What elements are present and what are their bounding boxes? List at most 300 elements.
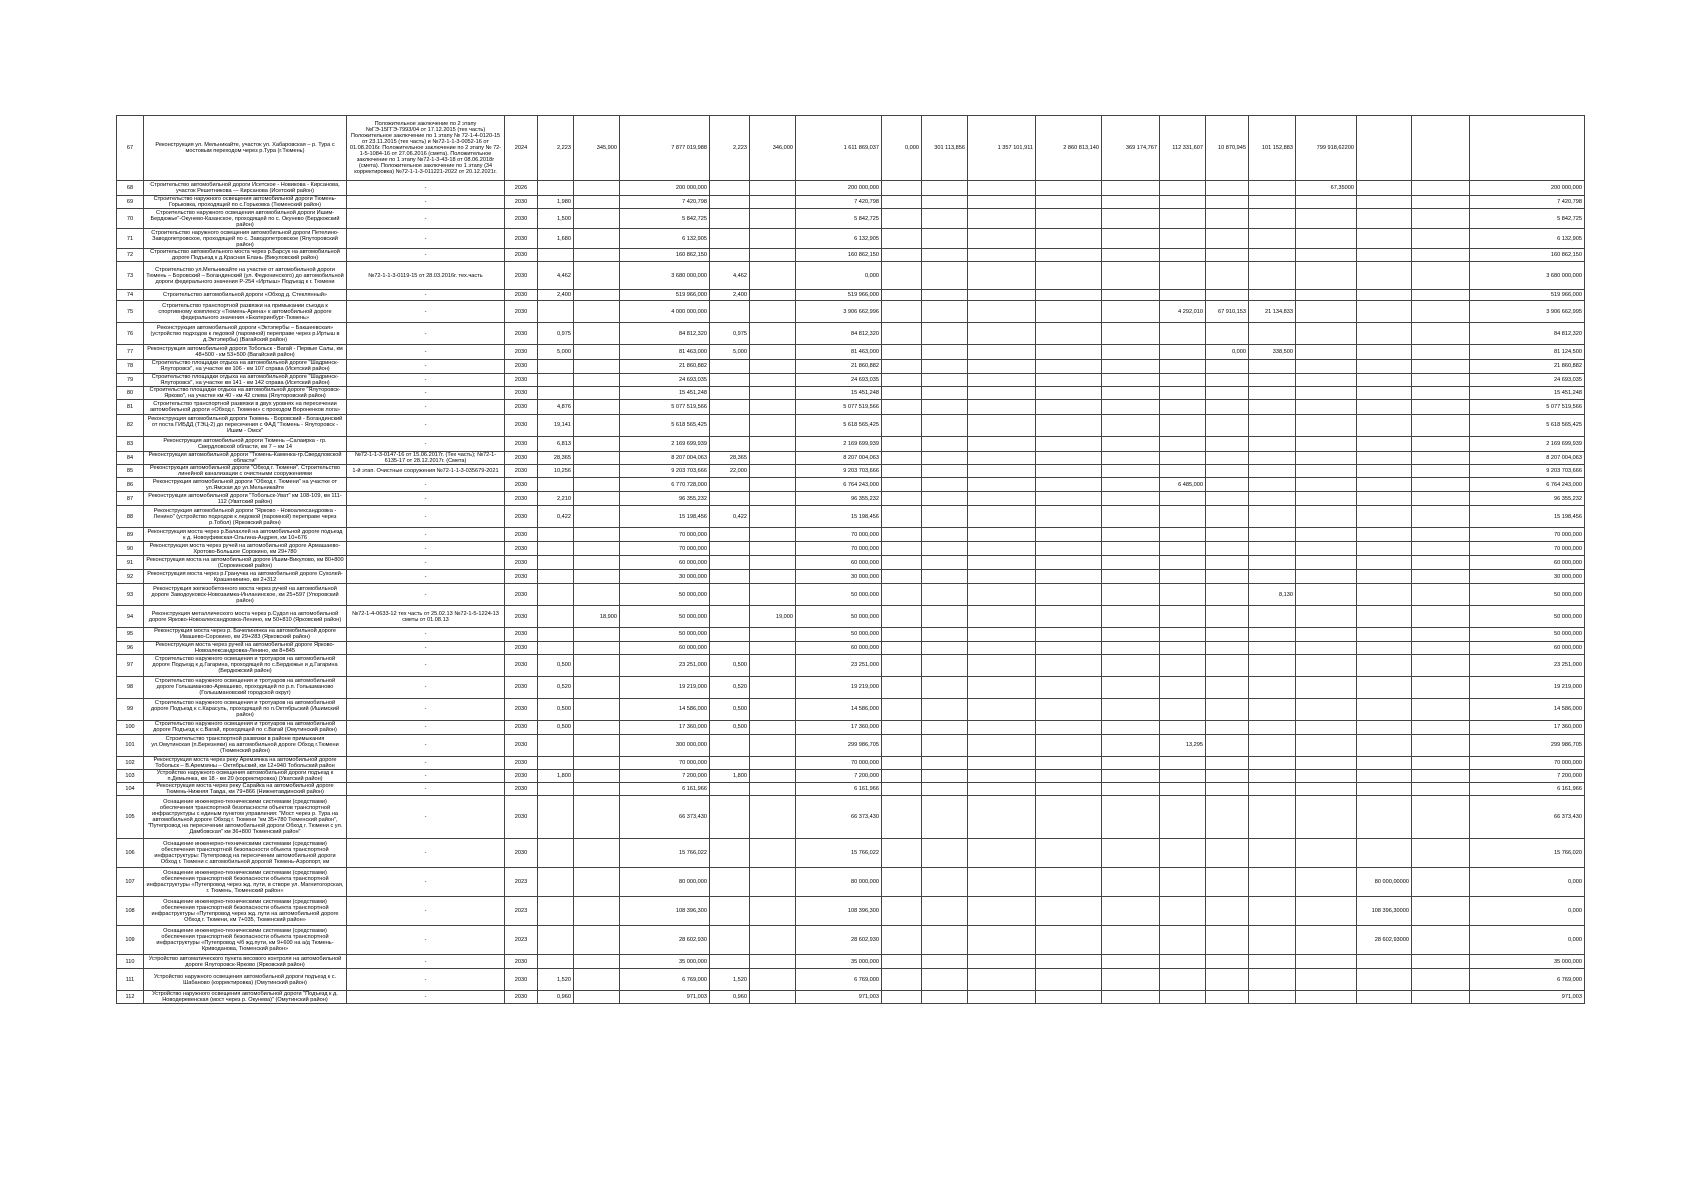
cell-c8	[1296, 492, 1357, 506]
cell-doc: -	[347, 783, 505, 796]
cell-len	[538, 584, 574, 606]
cell-cost2: 7 200,000	[796, 769, 882, 782]
cell-b	[750, 465, 796, 478]
cell-c9	[1357, 116, 1412, 181]
cell-a	[574, 991, 620, 1004]
cell-c6	[1206, 249, 1249, 262]
cell-a	[574, 196, 620, 209]
cell-c10	[1412, 196, 1470, 209]
cell-a	[574, 414, 620, 436]
cell-c1	[922, 955, 968, 969]
cell-c2	[968, 399, 1036, 414]
cell-b	[750, 360, 796, 373]
cell-b	[750, 386, 796, 399]
cell-name: Строительство наружного освещения и тротуаров на автомобильной дороге Голышманово-Армашево, проходящей по р.п. Голышманово (Голышмановский городской округ)	[144, 676, 347, 698]
cell-len: 2,210	[538, 492, 574, 506]
cell-doc: 1-й этап. Очистные сооружения №72-1-1-3-035679-2021	[347, 465, 505, 478]
cell-cost: 23 251,000	[620, 654, 710, 676]
cell-c5	[1160, 290, 1206, 301]
cell-c3	[1036, 676, 1102, 698]
cell-c10	[1412, 628, 1470, 641]
cell-c8: 799 918,62200	[1296, 116, 1357, 181]
cell-c10	[1412, 584, 1470, 606]
cell-cost2: 19 219,000	[796, 676, 882, 698]
cell-len: 0,500	[538, 654, 574, 676]
cell-len2: 0,500	[710, 654, 750, 676]
cell-c6	[1206, 969, 1249, 991]
cell-year: 2030	[505, 756, 538, 769]
cell-len2	[710, 528, 750, 542]
cell-c5	[1160, 528, 1206, 542]
cell-total: 60 000,000	[1470, 556, 1585, 570]
cell-len2: 1,800	[710, 769, 750, 782]
cell-c4	[1102, 676, 1160, 698]
cell-b	[750, 290, 796, 301]
table-row	[117, 654, 1585, 676]
cell-c1	[922, 506, 968, 528]
cell-c7	[1249, 868, 1296, 897]
cell-c1	[922, 839, 968, 868]
cell-c9	[1357, 570, 1412, 584]
cell-c4	[1102, 556, 1160, 570]
cell-doc: -	[347, 373, 505, 386]
cell-a	[574, 323, 620, 345]
cell-len: 1,980	[538, 196, 574, 209]
cell-cost: 7 877 019,988	[620, 116, 710, 181]
cell-c4	[1102, 783, 1160, 796]
cell-b	[750, 897, 796, 926]
cell-c4	[1102, 323, 1160, 345]
table-row	[117, 209, 1585, 229]
cell-name: Реконструкция моста через реку Сарайка на автомобильной дороге Тюмень-Нижняя Тавда, км 79+866 (Нижнетавдинский район)	[144, 783, 347, 796]
cell-name: Реконструкция ул. Мельникайте, участок ул. Хабаровская – р. Тура с мостовым переходом через р.Тура (г.Тюмень)	[144, 116, 347, 181]
cell-c2	[968, 783, 1036, 796]
cell-c6	[1206, 478, 1249, 492]
cell-c4	[1102, 796, 1160, 839]
cell-total: 2 169 699,939	[1470, 436, 1585, 451]
cell-c1	[922, 345, 968, 360]
cell-c6	[1206, 209, 1249, 229]
cell-name: Реконструкция моста через р.Балахлей на автомобильной дороге подъезд к д. Новоуфимская-Ольгина-Андрея, км 10+676	[144, 528, 347, 542]
cell-name: Реконструкция автомобильной дороги "Тюмень-Каменка-гр.Свердловской области"	[144, 451, 347, 464]
cell-num: 74	[117, 290, 144, 301]
cell-c9	[1357, 492, 1412, 506]
cell-num: 96	[117, 641, 144, 654]
cell-c3	[1036, 584, 1102, 606]
cell-name: Реконструкция автомобильной дороги "Тобольск-Уват" км 108-109, км 111-112 (Уватский район)	[144, 492, 347, 506]
table-row	[117, 492, 1585, 506]
cell-len2: 22,000	[710, 465, 750, 478]
cell-cost: 96 355,232	[620, 492, 710, 506]
cell-c6	[1206, 734, 1249, 756]
cell-c5	[1160, 570, 1206, 584]
cell-c7	[1249, 209, 1296, 229]
cell-c7	[1249, 926, 1296, 955]
cell-c1: 301 113,856	[922, 116, 968, 181]
cell-num: 79	[117, 373, 144, 386]
cell-c10	[1412, 720, 1470, 734]
cell-c8	[1296, 654, 1357, 676]
cell-cost: 200 000,000	[620, 181, 710, 196]
cell-name: Реконструкция моста через р. Бачелинянка на автомобильной дороге Ивашево-Сорокино, км 29+283 (Ярковский район)	[144, 628, 347, 641]
cell-year: 2030	[505, 290, 538, 301]
cell-len2	[710, 734, 750, 756]
cell-total: 70 000,000	[1470, 542, 1585, 556]
cell-doc: -	[347, 301, 505, 323]
cell-doc: -	[347, 868, 505, 897]
cell-c7	[1249, 414, 1296, 436]
cell-a: 18,900	[574, 606, 620, 628]
cell-len	[538, 897, 574, 926]
cell-num: 111	[117, 969, 144, 991]
cell-b	[750, 839, 796, 868]
cell-a	[574, 301, 620, 323]
cell-cost2: 70 000,000	[796, 756, 882, 769]
cell-len2	[710, 478, 750, 492]
cell-num: 70	[117, 209, 144, 229]
cell-c6	[1206, 360, 1249, 373]
cell-c8	[1296, 796, 1357, 839]
cell-name: Устройство наружного освещения автомобильной дороги подъезд к п.Демьянка, км 18 - км 20 (корректировка) (Уватский район)	[144, 769, 347, 782]
cell-name: Реконструкция моста через ручей на автомобильной дороге Ярково-Новоалександровка-Ленино, км 8+845	[144, 641, 347, 654]
cell-c9	[1357, 969, 1412, 991]
cell-c9	[1357, 955, 1412, 969]
cell-c4	[1102, 584, 1160, 606]
cell-len2	[710, 360, 750, 373]
cell-year: 2023	[505, 897, 538, 926]
cell-c3	[1036, 399, 1102, 414]
cell-c6	[1206, 676, 1249, 698]
table-row	[117, 698, 1585, 720]
cell-c10	[1412, 698, 1470, 720]
cell-c8	[1296, 756, 1357, 769]
cell-c6	[1206, 196, 1249, 209]
cell-cost: 4 000 000,000	[620, 301, 710, 323]
cell-c2	[968, 734, 1036, 756]
cell-c7: 338,500	[1249, 345, 1296, 360]
cell-b	[750, 991, 796, 1004]
cell-c5: 4 292,010	[1160, 301, 1206, 323]
cell-name: Строительство наружного освещения и тротуаров на автомобильной дороге Подъезд к с.Вагай, проходящей по с.Вагай (Омутинский район)	[144, 720, 347, 734]
cell-doc: -	[347, 584, 505, 606]
cell-cost2: 6 132,905	[796, 229, 882, 249]
cell-c2	[968, 323, 1036, 345]
cell-c3	[1036, 451, 1102, 464]
cell-name: Строительство автомобильной дороги «Обход д. Стеклянный»	[144, 290, 347, 301]
cell-c2	[968, 465, 1036, 478]
table-row	[117, 506, 1585, 528]
cell-k	[882, 345, 922, 360]
cell-c2	[968, 654, 1036, 676]
cell-num: 86	[117, 478, 144, 492]
cell-len	[538, 301, 574, 323]
cell-doc: -	[347, 386, 505, 399]
cell-c4	[1102, 386, 1160, 399]
cell-name: Реконструкция моста на автомобильной дороге Ишим-Викулово, км 80+800 (Сорокинский район)	[144, 556, 347, 570]
cell-len2	[710, 756, 750, 769]
cell-c5	[1160, 955, 1206, 969]
cell-a	[574, 628, 620, 641]
cell-len2	[710, 897, 750, 926]
cell-cost2: 81 463,000	[796, 345, 882, 360]
cell-c7	[1249, 360, 1296, 373]
cell-total: 15 451,248	[1470, 386, 1585, 399]
cell-cost: 28 602,930	[620, 926, 710, 955]
cell-c8: 67,35000	[1296, 181, 1357, 196]
cell-c3	[1036, 181, 1102, 196]
cell-total: 50 000,000	[1470, 606, 1585, 628]
cell-year: 2030	[505, 839, 538, 868]
cell-year: 2030	[505, 465, 538, 478]
cell-year: 2030	[505, 969, 538, 991]
cell-a	[574, 783, 620, 796]
cell-doc: -	[347, 897, 505, 926]
cell-year: 2030	[505, 506, 538, 528]
cell-len: 1,500	[538, 209, 574, 229]
cell-c10	[1412, 528, 1470, 542]
cell-k	[882, 436, 922, 451]
cell-b	[750, 506, 796, 528]
cell-len	[538, 955, 574, 969]
cell-c9	[1357, 436, 1412, 451]
cell-num: 99	[117, 698, 144, 720]
cell-c7	[1249, 542, 1296, 556]
cell-c2	[968, 542, 1036, 556]
cell-c5	[1160, 386, 1206, 399]
cell-cost: 70 000,000	[620, 528, 710, 542]
cell-c9	[1357, 465, 1412, 478]
table-row	[117, 641, 1585, 654]
cell-c4	[1102, 360, 1160, 373]
cell-c3	[1036, 301, 1102, 323]
table-row	[117, 181, 1585, 196]
cell-cost2: 1 611 869,037	[796, 116, 882, 181]
cell-c5	[1160, 506, 1206, 528]
cell-num: 97	[117, 654, 144, 676]
cell-doc: -	[347, 360, 505, 373]
cell-name: Оснащение инженерно-техническими системами (средствами) обеспечения транспортной безопасности объекта транспортной инфраструктуры «Путепровод ч/б жд.пути, км 9+600 на а/д Тюмень-Криводанова, Тюменский район»	[144, 926, 347, 955]
cell-c8	[1296, 641, 1357, 654]
cell-total: 3 680 000,000	[1470, 262, 1585, 290]
cell-num: 100	[117, 720, 144, 734]
cell-c8	[1296, 436, 1357, 451]
cell-cost: 160 862,150	[620, 249, 710, 262]
cell-c8	[1296, 955, 1357, 969]
cell-c4	[1102, 654, 1160, 676]
cell-total: 24 693,035	[1470, 373, 1585, 386]
table-row	[117, 301, 1585, 323]
cell-c5	[1160, 926, 1206, 955]
cell-c9	[1357, 290, 1412, 301]
cell-c3	[1036, 606, 1102, 628]
cell-total: 21 860,882	[1470, 360, 1585, 373]
cell-cost2: 21 860,882	[796, 360, 882, 373]
cell-c9: 108 396,30000	[1357, 897, 1412, 926]
cell-c6: 10 870,945	[1206, 116, 1249, 181]
cell-c4	[1102, 399, 1160, 414]
cell-c1	[922, 969, 968, 991]
table-row	[117, 991, 1585, 1004]
cell-k	[882, 196, 922, 209]
cell-c5	[1160, 181, 1206, 196]
cell-c1	[922, 451, 968, 464]
cell-a	[574, 360, 620, 373]
cell-total: 519 966,000	[1470, 290, 1585, 301]
cell-cost: 6 161,966	[620, 783, 710, 796]
cell-len2: 5,000	[710, 345, 750, 360]
cell-len2: 0,500	[710, 698, 750, 720]
cell-c9	[1357, 676, 1412, 698]
cell-c6	[1206, 262, 1249, 290]
cell-b	[750, 451, 796, 464]
cell-c5	[1160, 991, 1206, 1004]
cell-c4	[1102, 698, 1160, 720]
cell-c7	[1249, 556, 1296, 570]
cell-len	[538, 839, 574, 868]
cell-len2	[710, 542, 750, 556]
cell-c9	[1357, 451, 1412, 464]
cell-c2: 1 357 101,911	[968, 116, 1036, 181]
cell-len2	[710, 436, 750, 451]
cell-c7	[1249, 734, 1296, 756]
cell-c2	[968, 414, 1036, 436]
cell-c4	[1102, 955, 1160, 969]
cell-a	[574, 209, 620, 229]
cell-c7	[1249, 698, 1296, 720]
cell-num: 68	[117, 181, 144, 196]
cell-c1	[922, 868, 968, 897]
cell-b	[750, 209, 796, 229]
cell-c1	[922, 373, 968, 386]
cell-len2: 0,975	[710, 323, 750, 345]
cell-c3	[1036, 641, 1102, 654]
cell-num: 101	[117, 734, 144, 756]
cell-total: 160 862,150	[1470, 249, 1585, 262]
cell-c7	[1249, 451, 1296, 464]
cell-num: 105	[117, 796, 144, 839]
cell-len	[538, 783, 574, 796]
table-row	[117, 360, 1585, 373]
cell-c2	[968, 196, 1036, 209]
cell-c9	[1357, 386, 1412, 399]
table-row	[117, 196, 1585, 209]
cell-c6	[1206, 584, 1249, 606]
cell-c6	[1206, 641, 1249, 654]
cell-year: 2030	[505, 606, 538, 628]
cell-c10	[1412, 492, 1470, 506]
cell-c7	[1249, 262, 1296, 290]
cell-c6	[1206, 570, 1249, 584]
cell-c7	[1249, 769, 1296, 782]
cell-name: Строительство транспортной развязки в районе примыкания ул.Омутинская (п.Березняки) на автомобильной дороге Обход г.Тюмени (Тюменский район)	[144, 734, 347, 756]
cell-len	[538, 528, 574, 542]
cell-doc: -	[347, 720, 505, 734]
cell-c2	[968, 301, 1036, 323]
cell-len2	[710, 926, 750, 955]
cell-c5	[1160, 492, 1206, 506]
cell-c9	[1357, 720, 1412, 734]
cell-c8	[1296, 584, 1357, 606]
cell-c4	[1102, 229, 1160, 249]
cell-c8	[1296, 386, 1357, 399]
cell-year: 2030	[505, 478, 538, 492]
cell-cost: 971,003	[620, 991, 710, 1004]
cell-k	[882, 414, 922, 436]
cell-doc: -	[347, 492, 505, 506]
cell-cost: 6 132,905	[620, 229, 710, 249]
cell-name: Реконструкция моста через реку Аремзянка на автомобильной дороге Тобольск – В.Аремзяны – Октябрьский, км 12+940 Тобольский район	[144, 756, 347, 769]
cell-c9	[1357, 556, 1412, 570]
cell-c5	[1160, 399, 1206, 414]
cell-c7	[1249, 323, 1296, 345]
cell-len2	[710, 796, 750, 839]
cell-c5	[1160, 556, 1206, 570]
cell-total: 3 906 662,995	[1470, 301, 1585, 323]
cell-c6	[1206, 323, 1249, 345]
cell-name: Строительство наружного освещения автомобильной дороги Тюмень-Горьковка, проходящей по с.Горьковка (Тюменский район)	[144, 196, 347, 209]
cell-doc: -	[347, 628, 505, 641]
cell-cost2: 299 986,705	[796, 734, 882, 756]
cell-b	[750, 676, 796, 698]
cell-total: 50 000,000	[1470, 584, 1585, 606]
cell-c3	[1036, 436, 1102, 451]
cell-cost: 108 396,300	[620, 897, 710, 926]
cell-k	[882, 991, 922, 1004]
table-row	[117, 628, 1585, 641]
investment-table	[116, 115, 1585, 1004]
cell-num: 104	[117, 783, 144, 796]
cell-total: 0,000	[1470, 926, 1585, 955]
cell-num: 112	[117, 991, 144, 1004]
cell-c5	[1160, 654, 1206, 676]
cell-c1	[922, 492, 968, 506]
cell-name: Устройство автоматического пункта весового контроля на автомобильной дороге Ялуторовск-Ярково (Ярковский район)	[144, 955, 347, 969]
cell-c5	[1160, 839, 1206, 868]
cell-c7: 21 134,833	[1249, 301, 1296, 323]
cell-c10	[1412, 478, 1470, 492]
cell-num: 73	[117, 262, 144, 290]
table-row	[117, 926, 1585, 955]
cell-c10	[1412, 262, 1470, 290]
cell-c6	[1206, 451, 1249, 464]
cell-cost2: 9 203 703,666	[796, 465, 882, 478]
cell-num: 110	[117, 955, 144, 969]
cell-len: 0,975	[538, 323, 574, 345]
cell-c8	[1296, 926, 1357, 955]
cell-k	[882, 478, 922, 492]
cell-b	[750, 720, 796, 734]
cell-year: 2030	[505, 654, 538, 676]
cell-c1	[922, 926, 968, 955]
cell-c5	[1160, 196, 1206, 209]
cell-c6	[1206, 436, 1249, 451]
cell-year: 2026	[505, 181, 538, 196]
cell-c5	[1160, 229, 1206, 249]
cell-c2	[968, 698, 1036, 720]
cell-c5: 13,295	[1160, 734, 1206, 756]
cell-a	[574, 769, 620, 782]
cell-c10	[1412, 301, 1470, 323]
cell-c4	[1102, 290, 1160, 301]
cell-cost2: 6 769,000	[796, 969, 882, 991]
cell-total: 50 000,000	[1470, 628, 1585, 641]
cell-doc: -	[347, 229, 505, 249]
cell-c9	[1357, 528, 1412, 542]
cell-c1	[922, 584, 968, 606]
cell-c8	[1296, 465, 1357, 478]
cell-cost: 21 860,882	[620, 360, 710, 373]
cell-c8	[1296, 528, 1357, 542]
